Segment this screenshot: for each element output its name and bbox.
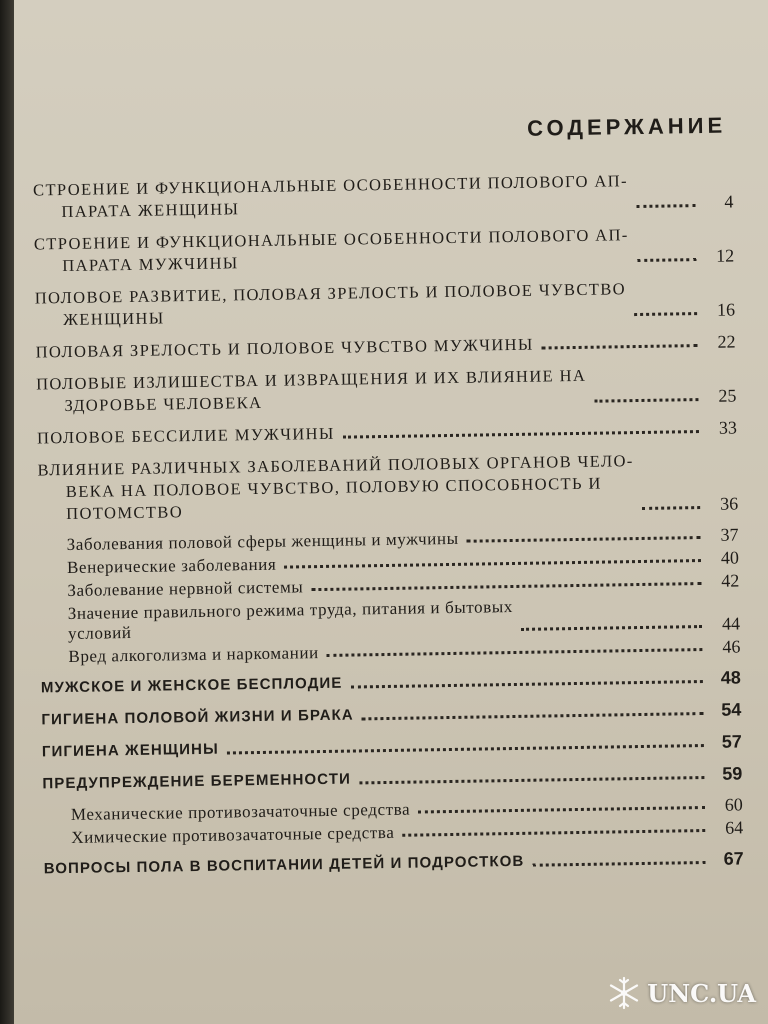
snowflake-logo-icon xyxy=(607,976,641,1010)
toc-page-number: 25 xyxy=(718,385,737,406)
leader-dots xyxy=(350,680,702,689)
leader-dots xyxy=(343,430,699,439)
toc-entry-text: ПРЕДУПРЕЖДЕНИЕ БЕРЕМЕННОСТИ xyxy=(42,770,352,793)
table-of-contents xyxy=(32,113,744,881)
toc-subentry-text: Заболевания половой сферы женщины и мужчины xyxy=(66,528,459,555)
toc-page-number: 60 xyxy=(724,794,743,815)
toc-page-number: 44 xyxy=(721,613,741,634)
leader-dots xyxy=(467,536,701,543)
leader-dots xyxy=(359,776,704,784)
toc-entry xyxy=(37,448,738,525)
leader-dots xyxy=(521,625,702,631)
leader-dots xyxy=(362,712,704,720)
toc-entry-text: ПОЛОВЫЕ ИЗЛИШЕСТВА И ИЗВРАЩЕНИЯ И ИХ ВЛИЯНИЕ НА xyxy=(35,365,587,394)
toc-entry-text: ГИГИЕНА ЖЕНЩИНЫ xyxy=(41,740,219,761)
toc-page-number: 16 xyxy=(716,299,736,320)
toc-page-number: 36 xyxy=(719,493,739,514)
toc-entry-text: МУЖСКОЕ И ЖЕНСКОЕ БЕСПЛОДИЕ xyxy=(40,674,343,697)
toc-title: СОДЕРЖАНИЕ xyxy=(526,112,727,141)
toc-page-number: 22 xyxy=(717,331,736,352)
toc-entry-text: СТРОЕНИЕ И ФУНКЦИОНАЛЬНЫЕ ОСОБЕННОСТИ ПОЛОВОГО АП- xyxy=(33,225,629,254)
leader-dots xyxy=(311,582,701,591)
toc-page-number: 48 xyxy=(720,667,741,688)
leader-dots xyxy=(227,744,704,754)
leader-dots xyxy=(402,829,705,837)
toc-page-number: 12 xyxy=(716,245,735,266)
leader-dots xyxy=(542,344,698,349)
toc-subentry-text: Химические противозачаточные средства xyxy=(71,822,395,847)
toc-entry-text: ВЕКА НА ПОЛОВОЕ ЧУВСТВО, ПОЛОВУЮ СПОСОБНОСТЬ И xyxy=(65,473,602,502)
toc-page-number: 42 xyxy=(721,570,740,591)
toc-page-number: 57 xyxy=(721,731,742,752)
toc-entry-text: СТРОЕНИЕ И ФУНКЦИОНАЛЬНЫЕ ОСОБЕННОСТИ ПОЛОВОГО АП- xyxy=(32,171,629,200)
toc-page-number: 40 xyxy=(720,547,740,568)
toc-entry-text: ПАРАТА МУЖЧИНЫ xyxy=(62,253,239,276)
toc-subentry-text: Значение правильного режима труда, питания и бытовых xyxy=(67,597,514,623)
leader-dots xyxy=(284,559,701,569)
toc-entry-text: ПОЛОВОЕ РАЗВИТИЕ, ПОЛОВАЯ ЗРЕЛОСТЬ И ПОЛОВОЕ ЧУВСТВО xyxy=(34,279,627,308)
toc-page-number: 37 xyxy=(720,524,739,545)
toc-entry-text: ПОЛОВАЯ ЗРЕЛОСТЬ И ПОЛОВОЕ ЧУВСТВО МУЖЧИНЫ xyxy=(35,334,534,362)
leader-dots xyxy=(327,648,703,657)
toc-page-number: 46 xyxy=(722,636,741,657)
leader-dots xyxy=(595,398,699,403)
leader-dots xyxy=(642,506,700,510)
toc-page-number: 59 xyxy=(722,763,743,784)
toc-subentry-text: условий xyxy=(67,622,132,643)
toc-page-number: 4 xyxy=(724,191,734,212)
toc-page-number: 33 xyxy=(718,417,738,438)
leader-dots xyxy=(634,312,697,316)
toc-entry-text: ПАРАТА ЖЕНЩИНЫ xyxy=(61,199,240,222)
leader-dots xyxy=(636,204,695,208)
toc-entry-text: ЖЕНЩИНЫ xyxy=(62,308,165,330)
toc-page-number: 54 xyxy=(721,699,742,720)
toc-entry-text: ЗДОРОВЬЕ ЧЕЛОВЕКА xyxy=(64,392,263,416)
toc-subentry-text: Вред алкоголизма и наркомании xyxy=(68,643,319,666)
leader-dots xyxy=(532,861,705,867)
toc-entry-text: ГИГИЕНА ПОЛОВОЙ ЖИЗНИ И БРАКА xyxy=(41,706,354,729)
leader-dots xyxy=(637,258,696,262)
watermark-text: UNC.UA xyxy=(647,978,756,1008)
toc-entry-text: ПОТОМСТВО xyxy=(66,502,184,524)
toc-page-number: 67 xyxy=(723,848,744,869)
toc-entry-text: ВОПРОСЫ ПОЛА В ВОСПИТАНИИ ДЕТЕЙ И ПОДРОСТКОВ xyxy=(43,852,525,878)
book-page xyxy=(14,0,768,1024)
watermark xyxy=(607,976,756,1010)
toc-subentry-text: Заболевание нервной системы xyxy=(67,577,304,600)
toc-subentry-text: Венерические заболевания xyxy=(66,554,277,578)
toc-page-number: 64 xyxy=(725,817,744,838)
toc-entry-text: ПОЛОВОЕ БЕССИЛИЕ МУЖЧИНЫ xyxy=(36,423,335,448)
toc-subentry-text: Механические противозачаточные средства xyxy=(70,799,411,824)
toc-entry-text: ВЛИЯНИЕ РАЗЛИЧНЫХ ЗАБОЛЕВАНИЙ ПОЛОВЫХ ОРГАНОВ ЧЕЛО- xyxy=(37,451,634,480)
leader-dots xyxy=(418,806,705,814)
